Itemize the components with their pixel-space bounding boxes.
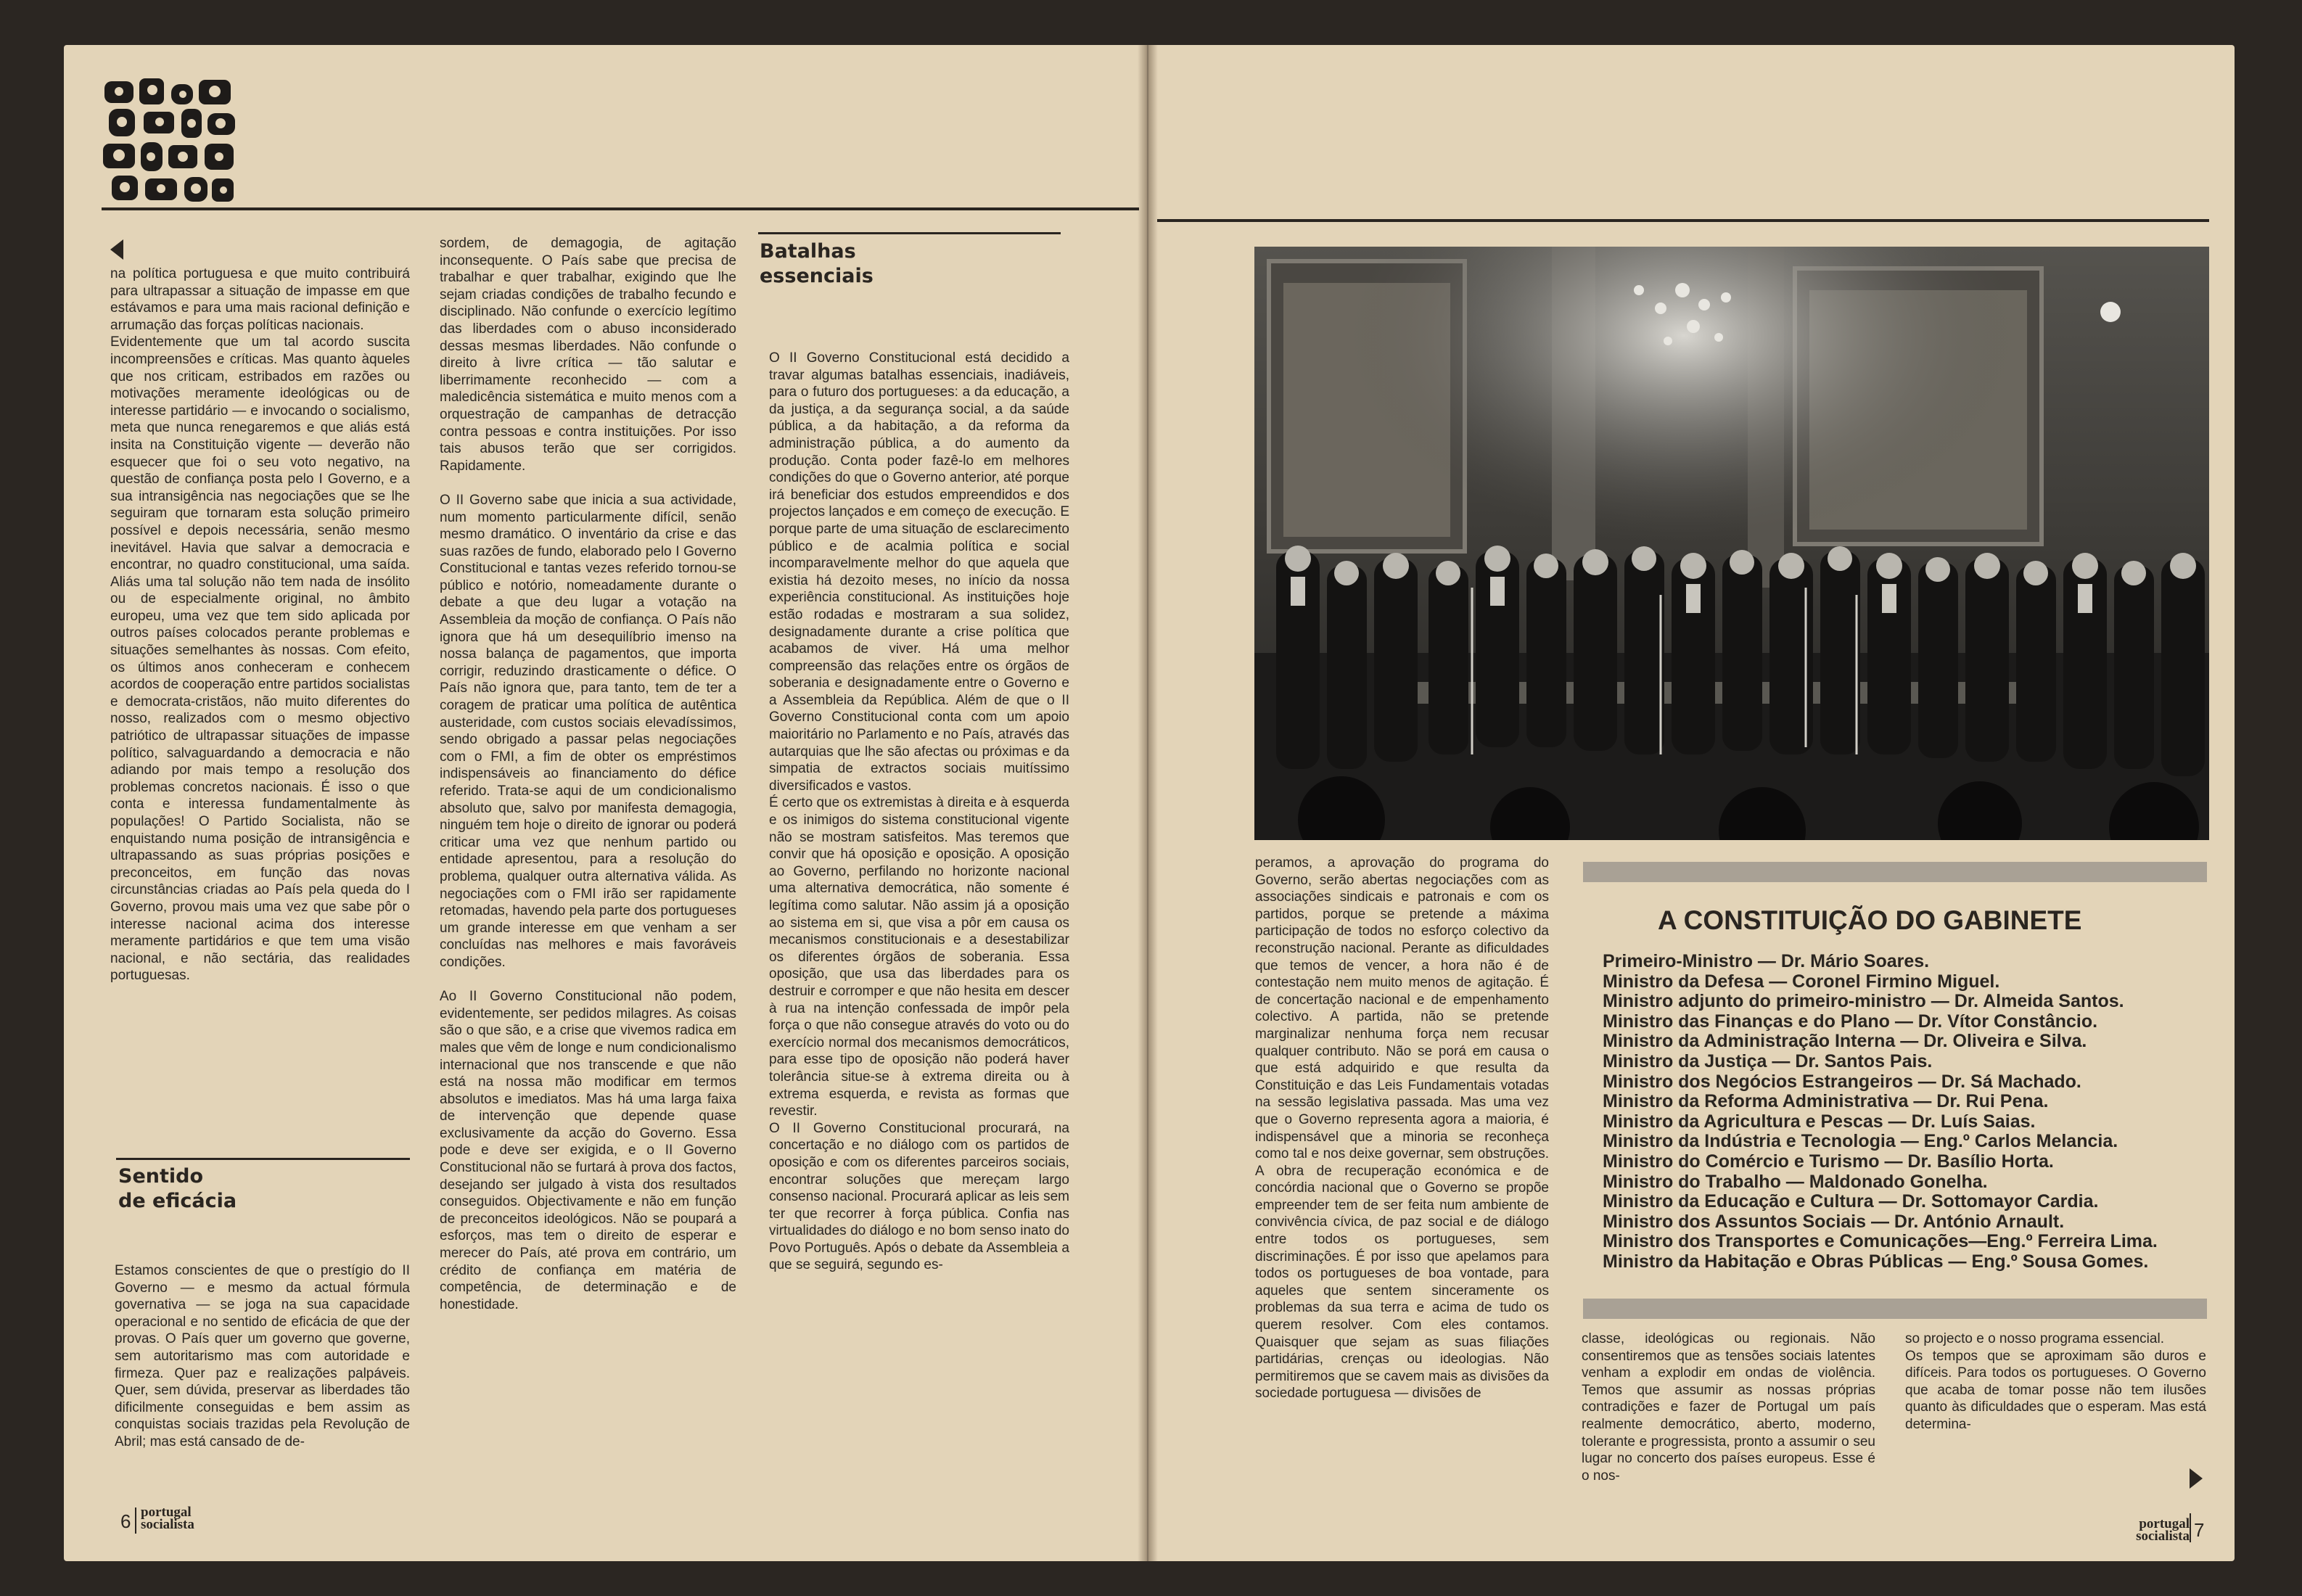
right-col1-text: peramos, a aprovação do programa do Governo, serão abertas negociações com as associações sindicais e patronais e com os partidos, porque se pretende a máxima participação de todos no esforço colectivo da reconstrução nacional. Perante as dificuldades que temos de vencer, a hora não é de contestação nem muito menos de agitação. É de concertação nacional e de empenhamento colectivo. A partida, não se pretende marginalizar nenhuma força nem recusar qualquer contributo. Não se porá em causa o que está adquirido e que resulta da Constituição e das Leis Fundamentais votadas na sessão legislativa passada. Mas uma vez que o Governo representa agora a maioria, é indispensável que a minoria se reconheça como tal e nos deixe governar, sem obstruções. A obra de recuperação económica e de concórdia nacional que o Governo se propõe empreender tem de ser feita num ambiente de convivência cívica, de paz social e de diálogo entre todos os portugueses, sem discriminações. É por isso que apelamos para todos os portugueses de boa vontade, para aqueles que sentem sinceramente os problemas da sua terra e acima de tudo os querem resolver. Com eles contamos. Quaisquer que sejam as suas filiações partidárias, crenças ou ideologias. Não permitiremos que se cavem mais as divisões da sociedade portuguesa — divisões de bbox=[1255, 855, 1549, 1402]
right-col2-text: classe, ideológicas ou regionais. Não consentiremos que as tensões sociais latentes venham a explodir em ondas de violência. Temos que assumir as nossas próprias contradições e fazer de Portugal um país realmente democrático, aberto, moderno, tolerante e progressista, pronto a assumir o seu lugar no concerto dos países europeus. Esse é o nos- bbox=[1582, 1331, 1875, 1484]
cabinet-bottom-band bbox=[1583, 1299, 2207, 1319]
next-page-arrow-icon bbox=[2190, 1468, 2203, 1489]
cabinet-item: Ministro adjunto do primeiro-ministro — Dr. Almeida Santos. bbox=[1603, 991, 2124, 1012]
cabinet-item: Ministro dos Assuntos Sociais — Dr. António Arnault. bbox=[1603, 1211, 2065, 1232]
left-header-rule bbox=[102, 207, 1139, 210]
cabinet-item: Primeiro-Ministro — Dr. Mário Soares. bbox=[1603, 951, 1930, 971]
subhead-batalhas-essenciais: Batalhas essenciais bbox=[760, 240, 873, 287]
left-brand-logo: portugal socialista bbox=[141, 1505, 194, 1532]
subhead-sentido-de-eficacia: Sentido de eficácia bbox=[118, 1165, 237, 1212]
cabinet-photo bbox=[1254, 247, 2209, 840]
cabinet-item: Ministro do Comércio e Turismo — Dr. Basílio Horta. bbox=[1603, 1151, 2054, 1172]
left-folio-divider bbox=[135, 1507, 136, 1534]
cabinet-item: Ministro dos Transportes e Comunicações—Eng.º Ferreira Lima. bbox=[1603, 1231, 2158, 1252]
left-page-number: 6 bbox=[120, 1510, 131, 1532]
right-folio-divider bbox=[2190, 1513, 2191, 1542]
cabinet-title: A CONSTITUIÇÃO DO GABINETE bbox=[1658, 905, 2082, 935]
cabinet-item: Ministro dos Negócios Estrangeiros — Dr. Sá Machado. bbox=[1603, 1071, 2081, 1092]
collage-logo bbox=[102, 77, 239, 205]
cabinet-item: Ministro da Educação e Cultura — Dr. Sottomayor Cardia. bbox=[1603, 1191, 2099, 1212]
cabinet-item: Ministro das Finanças e do Plano — Dr. Vítor Constâncio. bbox=[1603, 1011, 2098, 1032]
left-col3-text: O II Governo Constitucional está decidido a travar algumas batalhas essenciais, inadiáveis, para o futuro dos portugueses: a da educação, a da justiça, a da segurança social, a da saúde pública, a da habitação, a da reforma da administração pública, a do aumento da produção. Conta poder fazê-lo em melhores condições do que o Governo anterior, até porque irá beneficiar dos estudos empreendidos e dos projectos lançados e em começo de execução. E porque parte de uma situação de esclarecimento público e de acalmia política e social incomparavelmente melhor do que aquela que existia há dezoito meses, no início da nossa experiência constitucional. As instituições hoje estão rodadas e mostraram a sua solidez, designadamente durante a crise política que acabamos de viver. Há uma melhor compreensão das relações entre os órgãos de soberania e designadamente entre o Governo e a Assembleia da República. Além de que o II Governo Constitucional conta com um apoio maioritário no Parlamento e no País, através das autarquias que lhe são afectas ou próximas e da simpatia de extractos sociais muitíssimo diversificados e vastos. É certo que os extremistas à direita e à esquerda e os inimigos do sistema constitucional vigente não se mostram satisfeitos. Mas teremos que convir que há oposição e oposição. A oposição ao Governo, perfilando no horizonte nacional uma alternativa democrática, não somente é legítima como salutar. Não assim já a oposição ao sistema em si, que visa a pôr em causa os mecanismos constitucionais e a desestabilizar os diferentes órgãos de soberania. Essa oposição, que usa das liberdades para os destruir e corromper e que não hesita em descer à rua na intenção confessada de impôr pela força o que não consegue através do voto ou do exercício normal dos mecanismos democráticos, para esse tipo de oposição não poderá haver tolerância situe-se à extrema direita ou à extrema esquerda, e revista as formas que revestir. O II Governo Constitucional procurará, na concertação e no diálogo com os partidos de oposição e com os diferentes parceiros sociais, encontrar soluções que mereçam largo consenso nacional. Procurará aplicar as leis sem ter que recorrer à força pública. Confia nas virtualidades do diálogo e no bom senso inato do Povo Português. Após o debate da Assembleia a que se seguirá, segundo es- bbox=[769, 350, 1069, 1273]
cabinet-item: Ministro da Administração Interna — Dr. Oliveira e Silva. bbox=[1603, 1031, 2087, 1052]
right-header-rule bbox=[1157, 219, 2209, 222]
continuation-arrow-icon bbox=[110, 239, 123, 260]
right-page-number: 7 bbox=[2194, 1519, 2205, 1541]
cabinet-item: Ministro da Habitação e Obras Públicas — Eng.º Sousa Gomes. bbox=[1603, 1251, 2149, 1272]
left-col3-subhead-rule bbox=[758, 232, 1061, 234]
right-col3-text: so projecto e o nosso programa essencial. Os tempos que se aproximam são duros e difíceis. Para todos os portugueses. O Governo que acaba de tomar posse não tem ilusões quanto às dificuldades que o esperam. Mas está determina- bbox=[1905, 1331, 2206, 1432]
cabinet-top-band bbox=[1583, 862, 2207, 882]
left-col1-text: na política portuguesa e que muito contribuirá para ultrapassar a situação de impasse em que estávamos e para uma mais racional definição e arrumação das forças políticas nacionais. Evidentemente que um tal acordo suscita incompreensões e críticas. Mas quanto àqueles que nos criticam, estribados em razões ou motivações meramente ideológicas ou de interesse partidário — e invocando o socialismo, meta que nunca renegaremos e que aliás está insita na Constituição vigente — deverão não esquecer que foi o seu voto negativo, na questão de confiança posta pelo I Governo, e a sua intransigência nas negociações que se lhe seguiram que tornaram esta solução primeiro possível e depois necessária, senão mesmo inevitável. Havia que salvar a democracia e encontrar, no quadro constitucional, uma saída. Aliás uma tal solução não tem nada de insólito ou de especialmente original, no âmbito europeu, uma vez que tem sido aplicada por outros países colocados perante problemas e situações semelhantes às nossas. Com efeito, os últimos anos conheceram e conhecem acordos de cooperação entre partidos socialistas e democrata-cristãos, não muito diferentes do nosso, realizados com o mesmo objectivo patriótico de ultrapassar situações de impasse político, salvaguardando a democracia e não adiando por mais tempo a resolução dos problemas concretos nacionais. É isso o que conta e interessa fundamentalmente às populações! O Partido Socialista, não se enquistando numa posição de intransigência e ultrapassando as suas próprias posições e preconceitos, em função das novas circunstâncias criadas ao País pela queda do I Governo, provou mais uma vez que sabe pôr o interesse nacional acima dos interesse meramente partidários e que tem uma visão nacional, e não sectária, das realidades portuguesas. bbox=[110, 266, 410, 984]
cabinet-item: Ministro da Agricultura e Pescas — Dr. Luís Saias. bbox=[1603, 1111, 2036, 1132]
cabinet-item: Ministro da Reforma Administrativa — Dr. Rui Pena. bbox=[1603, 1091, 2049, 1112]
left-col1-subhead-rule bbox=[116, 1158, 410, 1160]
left-col1-text2: Estamos conscientes de que o prestígio do II Governo — e mesmo da actual fórmula governativa — se joga na sua capacidade operacional e no sentido de eficácia de que der provas. O País quer um governo que governe, sem autoritarismo mas com autoridade e firmeza. Quer paz e realizações palpáveis. Quer, sem dúvida, preservar as liberdades tão dificilmente conseguidas e bem assim as conquistas sociais trazidas pela Revolução de Abril; mas está cansado de de- bbox=[115, 1263, 410, 1449]
cabinet-item: Ministro da Defesa — Coronel Firmino Miguel. bbox=[1603, 971, 2000, 992]
cabinet-item: Ministro da Indústria e Tecnologia — Eng.º Carlos Melancia. bbox=[1603, 1131, 2118, 1152]
left-col2-text: sordem, de demagogia, de agitação inconsequente. O País sabe que precisa de trabalhar e quer trabalhar, exigindo que lhe sejam criadas condições de trabalho fecundo e disciplinado. Não confunde o exercício legítimo das liberdades com o abuso inconsiderado dessas mesmas liberdades. Não confunde o direito à livre crítica — tão salutar e liberrimamente reconhecido — com a maledicência sistemática e muito menos com a orquestração de campanhas de detracção contra pessoas e contra instituições. Por isso tais abusos terão que ser corrigidos. Rapidamente. O II Governo sabe que inicia a sua actividade, num momento particularmente difícil, senão mesmo dramático. O inventário da crise e das suas razões de fundo, elaborado pelo I Governo Constitucional e tantas vezes referido tornou-se público e notório, nomeadamente durante o debate a que deu lugar a votação na Assembleia da moção de confiança. O País não ignora que há um desequilíbrio imenso na nossa balança de pagamentos, que importa corrigir, reduzindo drasticamente o défice. O País não ignora que, para tanto, tem de ter a coragem de praticar uma política de autêntica austeridade, com custos sociais elevadíssimos, sendo obrigado a passar pelas negociações com o FMI, a fim de obter os empréstimos indispensáveis ao financiamento do défice referido. Trata-se aqui de um condicionalismo absoluto que, salvo por manifesta demagogia, ninguém tem hoje o direito de ignorar ou poderá criticar uma vez que nenhum partido ou entidade apresentou, para a resolução do problema, qualquer outra alternativa válida. As negociações com o FMI irão ser rapidamente retomadas, havendo pela parte dos portugueses um grande interesse em que venham a ser concluídas nas melhores e mais favoráveis condições. Ao II Governo Constitucional não podem, evidentemente, ser pedidos milagres. As coisas são o que são, e a crise que vivemos radica em males que vêm de longe e num condicionalismo internacional que nos transcende e que não está na nossa mão modificar em termos absolutos e imediatos. Mas há uma larga faixa de intervenção que depende quase exclusivamente da acção do Governo. Essa pode e deve ser exigida, e o II Governo Constitucional não se furtará à prova dos factos, desejando ser julgado à vista dos resultados conseguidos. Objectivamente e não em função de preconceitos ideológicos. Não se poupará a esforços, mas tem o direito de esperar e merecer do País, até prova em contrário, um crédito de confiança em matéria de competência, de determinação e de honestidade. bbox=[440, 236, 736, 1312]
cabinet-item: Ministro do Trabalho — Maldonado Gonelha. bbox=[1603, 1171, 1988, 1192]
spine-fold bbox=[1138, 45, 1158, 1561]
cabinet-list bbox=[1603, 952, 2241, 1272]
right-brand-logo: portugal socialista bbox=[2136, 1516, 2190, 1544]
cabinet-item: Ministro da Justiça — Dr. Santos Pais. bbox=[1603, 1050, 1933, 1071]
